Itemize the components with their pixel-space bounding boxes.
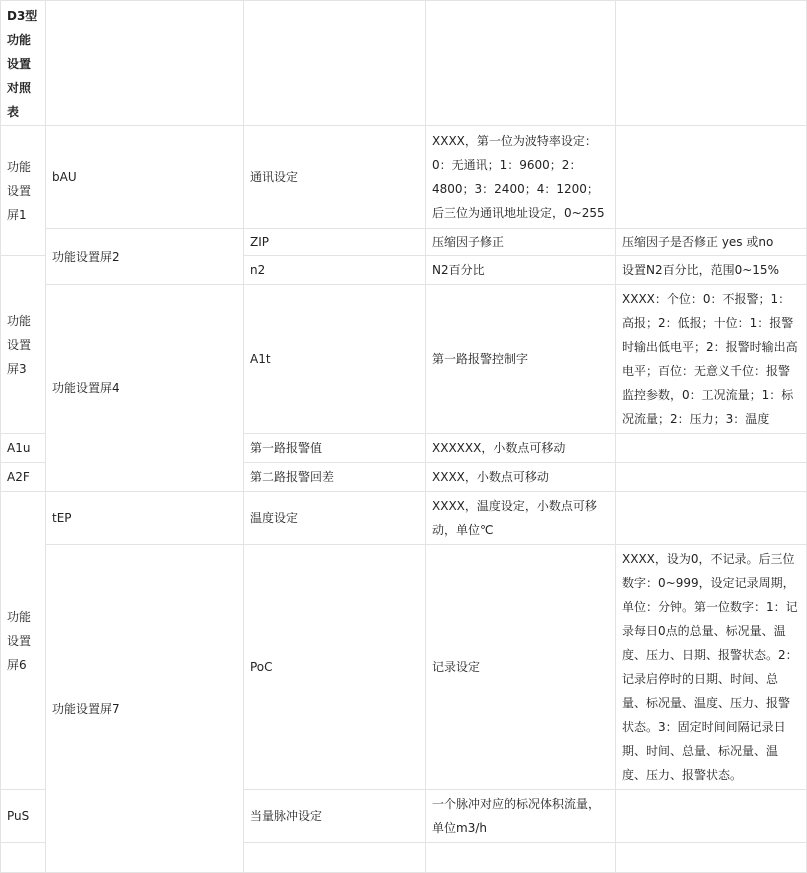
col2-screen2: 功能设置屏2 [45,228,244,285]
col5-a1u-note [615,433,807,463]
header-cell-4 [425,0,616,126]
col3-alarm1-value: 第一路报警值 [243,433,426,463]
col4-a1t-desc: 第一路报警控制字 [425,284,616,434]
col5-pus-note [615,789,807,843]
col2-screen4: 功能设置屏4 [45,284,244,492]
col5-tep-note [615,491,807,545]
col4-a1u-desc: XXXXXX，小数点可移动 [425,433,616,463]
col5-bau-note [615,125,807,229]
col1-empty [0,842,46,873]
col5-zip-note: 压缩因子是否修正 yes 或no [615,228,807,256]
col3-a1t: A1t [243,284,426,434]
col2-bau: bAU [45,125,244,229]
header-cell-3 [243,0,426,126]
col4-a2f-desc: XXXX，小数点可移动 [425,462,616,492]
col3-n2: n2 [243,255,426,285]
col5-empty [615,842,807,873]
table-corner-title: D3型功能设置对照表 [0,0,46,126]
col4-pus-desc: 一个脉冲对应的标况体积流量，单位m3/h [425,789,616,843]
col5-poc-note: XXXX，设为0，不记录。后三位数字：0~999，设定记录周期，单位：分钟。第一位数字：1：记录每日0点的总量、标况量、温度、压力、日期、报警状态。2：记录启停时的日期、时间、总量、标况量、温度、压力、报警状态。3：固定时间间隔记录日期、时间、总量、标况量、温度、压力、报警状态。 [615,544,807,790]
col5-a2f-note [615,462,807,492]
col4-tep-desc: XXXX，温度设定，小数点可移动，单位℃ [425,491,616,545]
col1-screen1: 功能设置屏1 [0,125,46,256]
col2-tep: tEP [45,491,244,545]
col3-alarm2-hysteresis: 第二路报警回差 [243,462,426,492]
col3-temp-setting: 温度设定 [243,491,426,545]
col5-n2-note: 设置N2百分比，范围0~15% [615,255,807,285]
header-cell-2 [45,0,244,126]
col1-pus: PuS [0,789,46,843]
col4-zip-desc: 压缩因子修正 [425,228,616,256]
col3-empty [243,842,426,873]
col1-a1u: A1u [0,433,46,463]
col3-pulse-setting: 当量脉冲设定 [243,789,426,843]
header-cell-5 [615,0,807,126]
col1-screen3: 功能设置屏3 [0,255,46,434]
col4-bau-desc: XXXX，第一位为波特率设定：0：无通讯；1：9600；2：4800；3：2400；4：1200；后三位为通讯地址设定，0~255 [425,125,616,229]
col4-poc-desc: 记录设定 [425,544,616,790]
col4-n2-desc: N2百分比 [425,255,616,285]
col5-a1t-note: XXXX：个位：0：不报警；1：高报；2：低报；十位：1：报警时输出低电平；2：报警时输出高电平；百位：无意义千位：报警监控参数，0：工况流量；1：标况流量；2：压力；3：温度 [615,284,807,434]
col3-poc: PoC [243,544,426,790]
col1-a2f: A2F [0,462,46,492]
col3-comm-setting: 通讯设定 [243,125,426,229]
col3-zip: ZIP [243,228,426,256]
col1-screen6: 功能设置屏6 [0,491,46,790]
col4-empty [425,842,616,873]
col2-screen7: 功能设置屏7 [45,544,244,873]
